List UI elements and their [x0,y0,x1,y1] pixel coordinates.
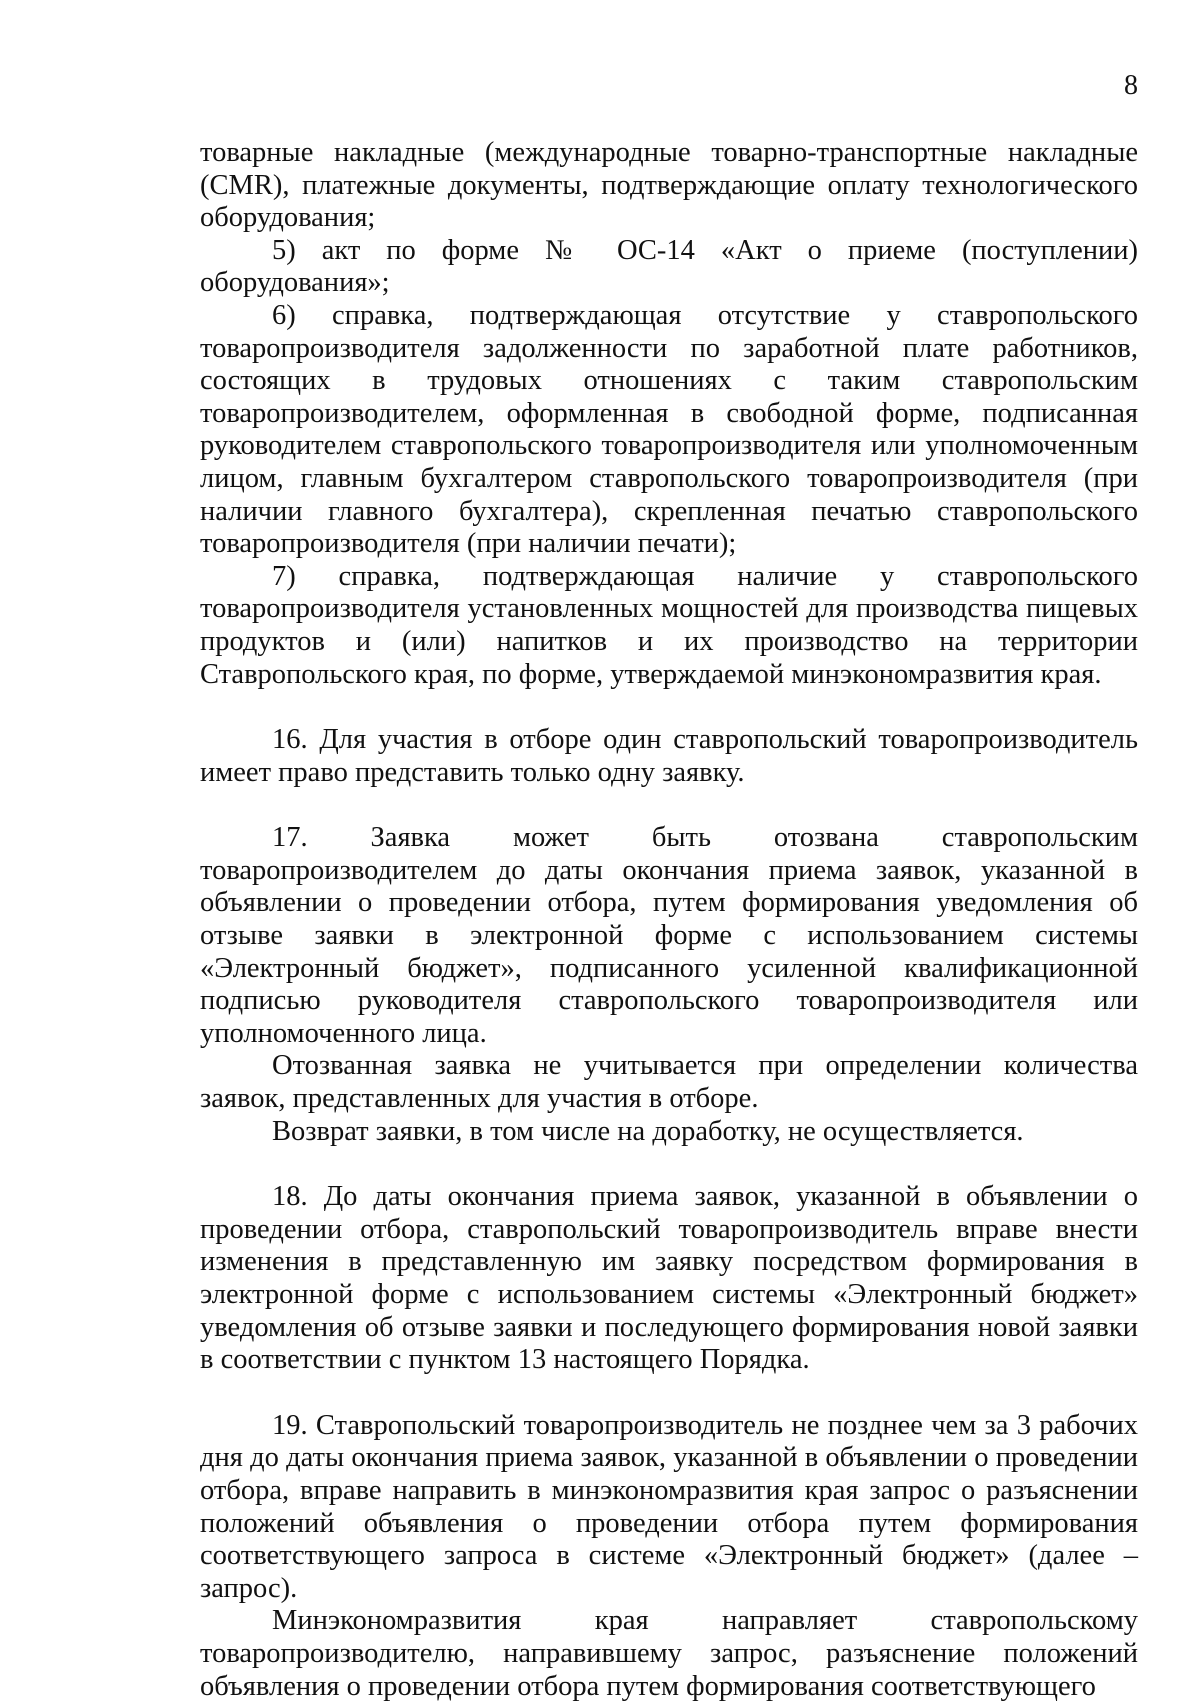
paragraph-section-19-response: Минэкономразвития края направляет ставропольскому товаропроизводителю, направившему запрос, разъяснение положений объявления о проведении отбора путем формирования соответствующего [200,1605,1138,1702]
paragraph-invoices-continuation: товарные накладные (международные товарно-транспортные накладные (CMR), платежные документы, подтверждающие оплату технологического оборудования; [200,137,1138,234]
paragraph-section-18: 18. До даты окончания приема заявок, указанной в объявлении о проведении отбора, ставропольский товаропроизводитель вправе внести изменения в представленную им заявку посредством формирования в электронной форме с использованием системы «Электронный бюджет» уведомления об отзыве заявки и последующего формирования новой заявки в соответствии с пунктом 13 настоящего Порядка. [200,1181,1138,1376]
paragraph-item-7: 7) справка, подтверждающая наличие у ставропольского товаропроизводителя установленных мощностей для производства пищевых продуктов и (или) напитков и их производство на территории Ставропольского края, по форме, утверждаемой минэкономразвития края. [200,560,1138,690]
paragraph-item-5: 5) акт по форме № ОС-14 «Акт о приеме (поступлении) оборудования»; [200,234,1138,299]
paragraph-item-6: 6) справка, подтверждающая отсутствие у ставропольского товаропроизводителя задолженности по заработной плате работников, состоящих в трудовых отношениях с таким ставропольским товаропроизводителем, оформленная в свободной форме, подписанная руководителем ставропольского товаропроизводителя или уполномоченным лицом, главным бухгалтером ставропольского товаропроизводителя (при наличии главного бухгалтера), скрепленная печатью ставропольского товаропроизводителя (при наличии печати); [200,299,1138,560]
paragraph-section-17: 17. Заявка может быть отозвана ставропольским товаропроизводителем до даты окончания приема заявок, указанной в объявлении о проведении отбора, путем формирования уведомления об отзыве заявки в электронной форме с использованием системы «Электронный бюджет», подписанного усиленной квалификационной подписью руководителя ставропольского товаропроизводителя или уполномоченного лица. [200,822,1138,1049]
paragraph-section-19: 19. Ставропольский товаропроизводитель не позднее чем за 3 рабочих дня до даты окончания приема заявок, указанной в объявлении о проведении отбора, вправе направить в минэкономразвития края запрос о разъяснении положений объявления о проведении отбора путем формирования соответствующего запроса в системе «Электронный бюджет» (далее – запрос). [200,1409,1138,1604]
paragraph-section-17-withdrawn: Отозванная заявка не учитывается при определении количества заявок, представленных для участия в отборе. [200,1050,1138,1115]
paragraph-section-17-return: Возврат заявки, в том числе на доработку, не осуществляется. [272,1115,1024,1147]
document-body [200,137,1138,1703]
paragraph-section-16: 16. Для участия в отборе один ставропольский товаропроизводитель имеет право представить только одну заявку. [200,724,1138,788]
page-number: 8 [1124,70,1138,101]
